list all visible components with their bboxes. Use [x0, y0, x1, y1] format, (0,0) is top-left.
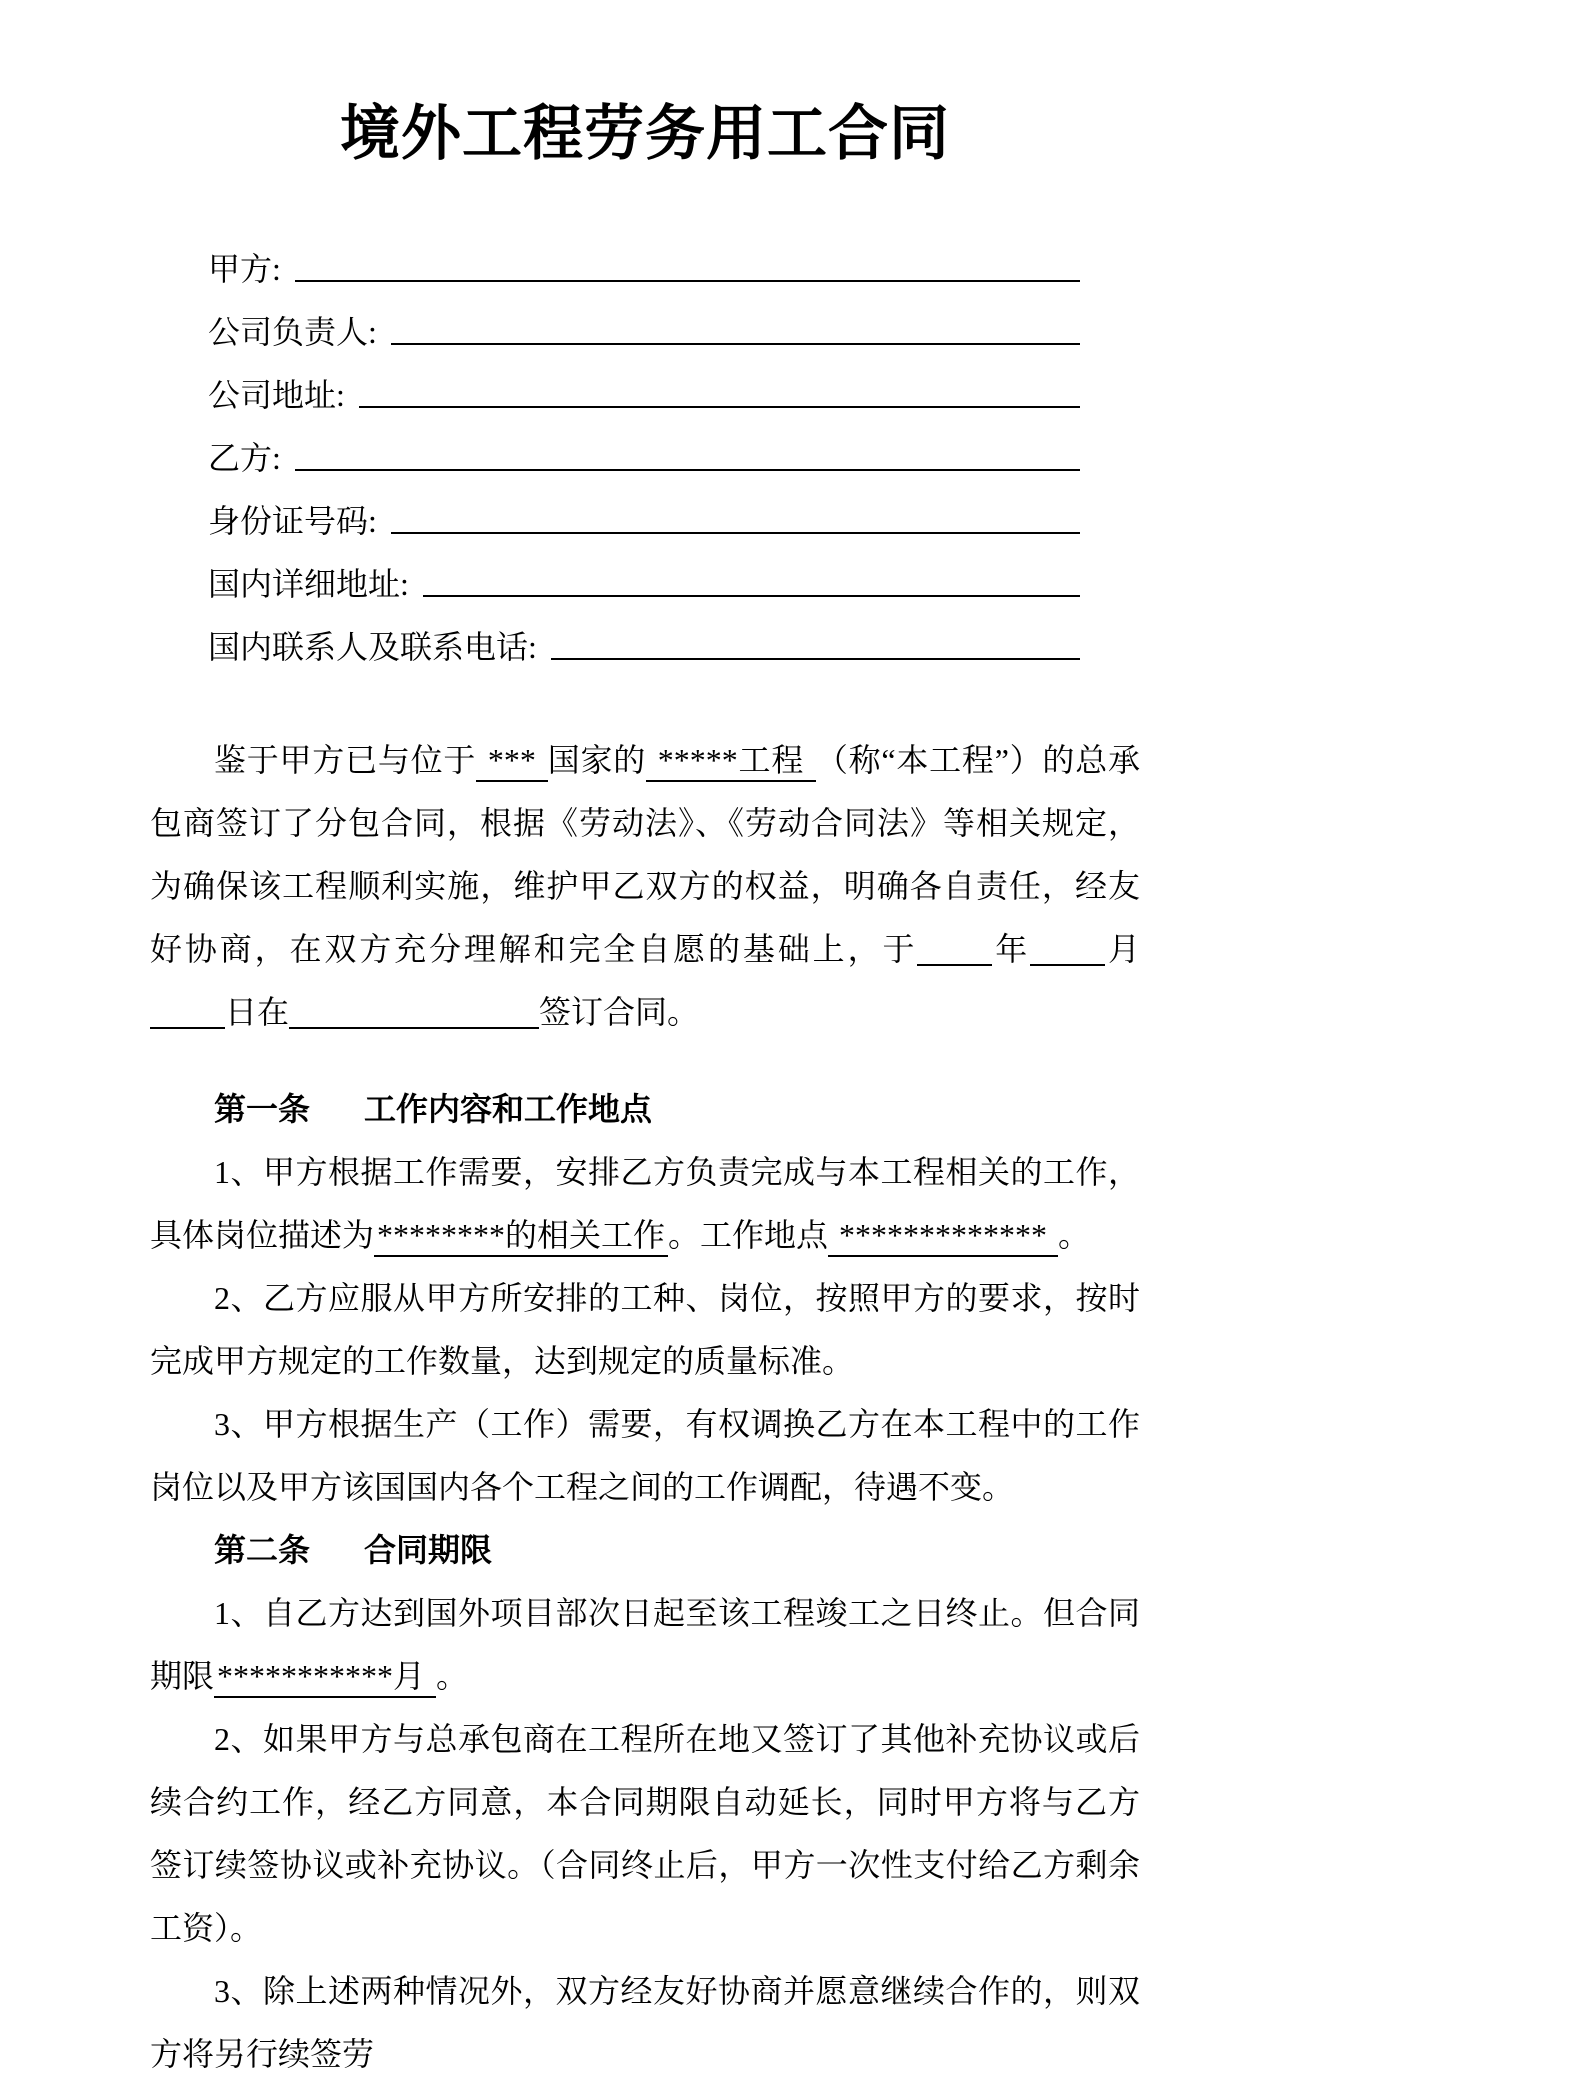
- section-title: 合同期限: [364, 1532, 493, 1568]
- form-field-label: 公司地址:: [208, 377, 345, 413]
- form-field-label: 公司负责人:: [208, 314, 377, 350]
- party-info-form: [150, 228, 1080, 669]
- form-field-row: [208, 354, 1080, 417]
- form-field-label: 国内联系人及联系电话:: [208, 629, 537, 665]
- contract-paragraph: 2、如果甲方与总承包商在工程所在地又签订了其他补充协议或后续合约工作，经乙方同意，本合同期限自动延长，同时甲方将与乙方签订续签协议或补充协议。（合同终止后，甲方一次性支付给乙方剩余工资）。: [150, 1721, 1140, 1946]
- underlined-fill-in-text[interactable]: ***********月: [214, 1658, 436, 1698]
- contract-paragraph: 1、甲方根据工作需要，安排乙方负责完成与本工程相关的工作，具体岗位描述为********的相关工作。工作地点 ************* 。: [150, 1141, 1140, 1267]
- form-field-blank-line[interactable]: [359, 406, 1080, 408]
- intro-paragraph: 鉴于甲方已与位于 *** 国家的 *****工程 （称“本工程”）的总承包商签订了分包合同，根据《劳动法》、《劳动合同法》等相关规定，为确保该工程顺利实施，维护甲乙双方的权益，明确各自责任，经友好协商，在双方充分理解和完全自愿的基础上，于 年 月日在 签订合同。: [150, 742, 1140, 1030]
- section-number: 第一条: [214, 1091, 311, 1127]
- form-field-row: [208, 480, 1080, 543]
- form-field-label: 身份证号码:: [208, 503, 377, 539]
- blank-underline[interactable]: [917, 964, 992, 966]
- form-field-blank-line[interactable]: [295, 469, 1080, 471]
- form-field-row: [208, 417, 1080, 480]
- blank-underline[interactable]: [289, 1027, 539, 1029]
- blank-underline[interactable]: [1030, 964, 1105, 966]
- underlined-fill-in-text[interactable]: ********的相关工作: [374, 1217, 668, 1257]
- form-field-blank-line[interactable]: [391, 343, 1080, 345]
- form-field-row: [208, 606, 1080, 669]
- contract-paragraph: 2、乙方应服从甲方所安排的工种、岗位，按照甲方的要求，按时完成甲方规定的工作数量，达到规定的质量标准。: [150, 1280, 1140, 1379]
- contract-paragraph: 3、甲方根据生产（工作）需要，有权调换乙方在本工程中的工作岗位以及甲方该国国内各个工程之间的工作调配，待遇不变。: [150, 1406, 1140, 1505]
- form-field-label: 国内详细地址:: [208, 566, 409, 602]
- form-field-blank-line[interactable]: [391, 532, 1080, 534]
- form-field-label: 乙方:: [208, 440, 281, 476]
- section-title: 工作内容和工作地点: [364, 1091, 653, 1127]
- form-field-blank-line[interactable]: [295, 280, 1080, 282]
- underlined-fill-in-text[interactable]: *************: [828, 1217, 1058, 1257]
- document-title: 境外工程劳务用工合同: [340, 101, 950, 167]
- form-field-blank-line[interactable]: [551, 658, 1080, 660]
- page-content: [150, 0, 1140, 2086]
- form-field-row: [208, 291, 1080, 354]
- underlined-fill-in-text[interactable]: *****工程: [646, 742, 816, 782]
- form-field-row: [208, 228, 1080, 291]
- underlined-fill-in-text[interactable]: ***: [476, 742, 548, 782]
- contract-paragraph: 3、除上述两种情况外，双方经友好协商并愿意继续合作的，则双方将另行续签劳: [150, 1973, 1140, 2072]
- section-number: 第二条: [214, 1532, 311, 1568]
- contract-paragraph: 1、自乙方达到国外项目部次日起至该工程竣工之日终止。但合同期限***********月 。: [150, 1582, 1140, 1708]
- section-heading: [150, 1078, 1140, 1141]
- section-heading: [150, 1519, 1140, 1582]
- contract-body: [150, 729, 1140, 2086]
- blank-underline[interactable]: [150, 1027, 225, 1029]
- form-field-label: 甲方:: [208, 251, 281, 287]
- form-field-blank-line[interactable]: [423, 595, 1080, 597]
- form-field-row: [208, 543, 1080, 606]
